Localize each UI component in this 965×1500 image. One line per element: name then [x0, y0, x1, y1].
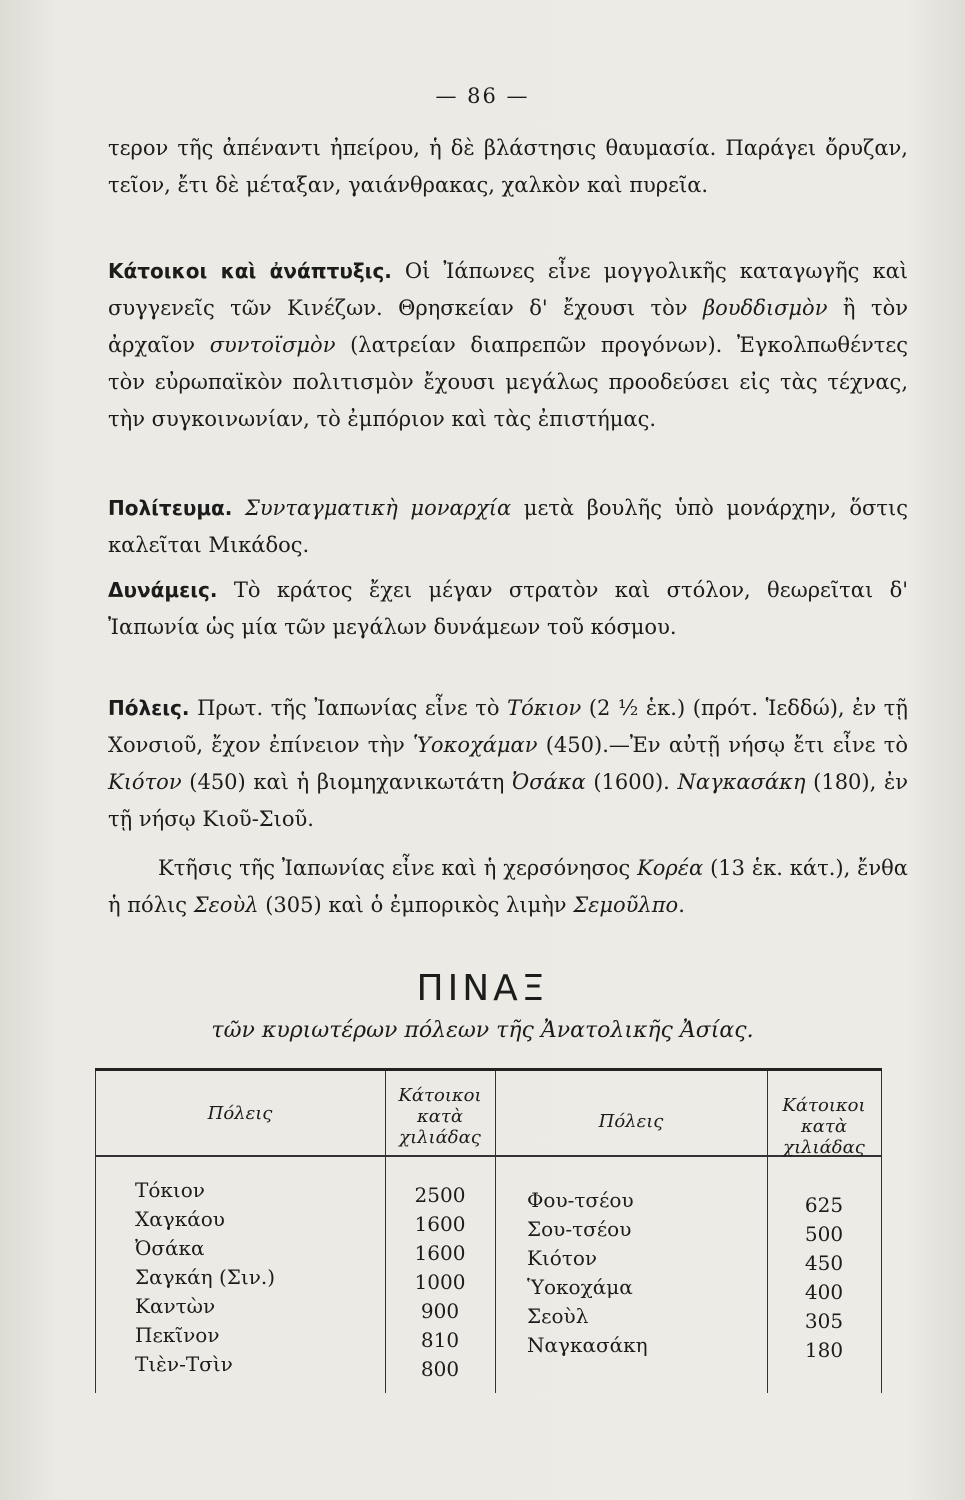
text-segment: (450) καὶ ἡ βιομηχανικωτάτη — [181, 770, 512, 794]
header-cities-right: Πόλεις — [598, 1111, 664, 1132]
left-values-column — [385, 1181, 495, 1384]
paragraph-powers — [108, 572, 908, 646]
header-population-left — [385, 1085, 495, 1148]
population-value: 2500 — [414, 1183, 466, 1207]
heading-government: Πολίτευμα. — [108, 496, 233, 520]
population-value: 180 — [804, 1338, 844, 1362]
header-line: Κάτοικοι — [398, 1085, 482, 1106]
table-subtitle: τῶν κυριωτέρων πόλεων τῆς Ἀνατολικῆς Ἀσίας. — [211, 1018, 754, 1043]
heading-powers: Δυνάμεις. — [108, 578, 218, 602]
heading-inhabitants: Κάτοικοι καὶ ἀνάπτυξις. — [108, 259, 392, 283]
text-segment: ἢ τὸν ἀρχαῖον — [108, 296, 908, 357]
header-cities-left: Πόλεις — [207, 1103, 273, 1124]
header-line: χιλιάδας — [783, 1137, 865, 1158]
paragraph-cities — [108, 690, 908, 838]
city-name: Ναγκασάκη — [527, 1333, 648, 1357]
population-value: 450 — [804, 1251, 844, 1275]
text-segment: (λατρείαν διαπρεπῶν προγόνων). Ἐγκολπωθέντες τὸν εὐρωπαϊκὸν πολιτισμὸν ἔχουσι μεγάλως προοδεύσει εἰς τὰς τέχνας, τὴν συγκοινωνίαν, τὸ ἐμπόριον καὶ τὰς ἐπιστήμας. — [108, 333, 908, 431]
text-italic: βουδδισμὸν — [703, 296, 828, 320]
city-name: Σου-τσέου — [527, 1217, 632, 1241]
header-population-right — [767, 1095, 881, 1158]
right-values-column — [767, 1191, 881, 1365]
text-segment: Τὸ κράτος ἔχει μέγαν στρατὸν καὶ στόλον, θεωρεῖται δ' Ἰαπωνία ὡς μία τῶν μεγάλων δυνάμεων τοῦ κόσμου. — [108, 578, 908, 639]
header-line: κατὰ — [416, 1106, 464, 1127]
population-value: 810 — [420, 1328, 460, 1352]
city-name: Χαγκάου — [135, 1207, 225, 1231]
text-italic: Τόκιον — [507, 696, 582, 720]
text-italic: Κιότον — [108, 770, 182, 794]
population-value: 1600 — [414, 1241, 466, 1265]
text-segment: (180), ἐν τῇ νήσῳ Κιοῦ-Σιοῦ. — [108, 770, 909, 831]
city-name: Πεκῖνον — [135, 1323, 220, 1347]
text-segment: (450).—Ἐν αὐτῇ νήσῳ ἔτι εἶνε τὸ — [537, 733, 908, 757]
left-cities-column — [135, 1176, 385, 1379]
text-italic: Σεοὺλ — [193, 893, 259, 917]
city-name: Σαγκάη (Σιν.) — [135, 1265, 276, 1289]
text-italic: Σεμοῦλπο — [573, 893, 679, 917]
right-cities-column — [527, 1186, 767, 1360]
text-italic: Κορέα — [637, 856, 704, 880]
city-name: Τόκιον — [135, 1178, 205, 1202]
population-value: 900 — [420, 1299, 460, 1323]
cities-table — [95, 1068, 882, 1393]
paragraph-inhabitants — [108, 253, 908, 438]
text-segment: Πρωτ. τῆς Ἰαπωνίας εἶνε τὸ — [189, 696, 508, 720]
table-title: ΠΙΝΑΞ — [416, 968, 549, 1009]
city-name: Φου-τσέου — [527, 1188, 634, 1212]
text-italic: Ὀσάκα — [511, 770, 586, 794]
header-line: χιλιάδας — [399, 1127, 481, 1148]
text-segment: (1600). — [585, 770, 678, 794]
header-line: κατὰ — [800, 1116, 848, 1137]
text-segment: μετὰ βουλῆς ὑπὸ μονάρχην, ὅστις καλεῖται Μικάδος. — [108, 496, 908, 557]
population-value: 305 — [804, 1309, 844, 1333]
city-name: Τιὲν-Τσὶν — [135, 1352, 233, 1376]
population-value: 1000 — [414, 1270, 466, 1294]
heading-cities: Πόλεις. — [108, 696, 190, 720]
city-name: Κιότον — [527, 1246, 598, 1270]
city-name: Ὀσάκα — [135, 1236, 205, 1260]
table-border-right — [881, 1071, 882, 1393]
city-name: Ὑοκοχάμα — [527, 1275, 633, 1299]
text-segment: . — [678, 893, 685, 917]
text-italic: Ναγκασάκη — [677, 770, 806, 794]
population-value: 800 — [420, 1357, 460, 1381]
text-italic: Συνταγματικὴ μοναρχία — [232, 496, 512, 520]
page-number: — 86 — — [435, 84, 530, 108]
population-value: 500 — [804, 1222, 844, 1246]
text-italic: συντοϊσμὸν — [209, 333, 336, 357]
text-segment: (13 ἑκ. κάτ.), ἔνθα ἡ πόλις — [108, 856, 908, 917]
header-line: Κάτοικοι — [782, 1095, 866, 1116]
paragraph-korea — [108, 850, 908, 924]
population-value: 400 — [804, 1280, 844, 1304]
paragraph-government — [108, 490, 908, 564]
paragraph-flora: τερον τῆς ἀπέναντι ἠπείρου, ἡ δὲ βλάστησις θαυμασία. Παράγει ὄρυζαν, τεῖον, ἔτι δὲ μέταξαν, γαιάνθρακας, χαλκὸν καὶ πυρεῖα. — [108, 136, 908, 197]
population-value: 625 — [804, 1193, 844, 1217]
population-value: 1600 — [414, 1212, 466, 1236]
city-name: Καντὼν — [135, 1294, 216, 1318]
text-segment: Κτῆσις τῆς Ἰαπωνίας εἶνε καὶ ἡ χερσόνησος — [158, 856, 638, 880]
text-segment: (2 ½ ἑκ.) (πρότ. Ἱεδδώ), ἐν τῇ Χονσιοῦ, ἔχον ἐπίνειον τὴν — [108, 696, 908, 757]
table-header-rule — [95, 1155, 882, 1157]
text-italic: Ὑοκοχάμαν — [413, 733, 538, 757]
text-segment: (305) καὶ ὁ ἐμπορικὸς λιμὴν — [258, 893, 574, 917]
city-name: Σεοὺλ — [527, 1304, 589, 1328]
text-segment: Οἱ Ἰάπωνες εἶνε μογγολικῆς καταγωγῆς καὶ συγγενεῖς τῶν Κινέζων. Θρησκείαν δ' ἔχουσι τὸν — [108, 259, 908, 320]
